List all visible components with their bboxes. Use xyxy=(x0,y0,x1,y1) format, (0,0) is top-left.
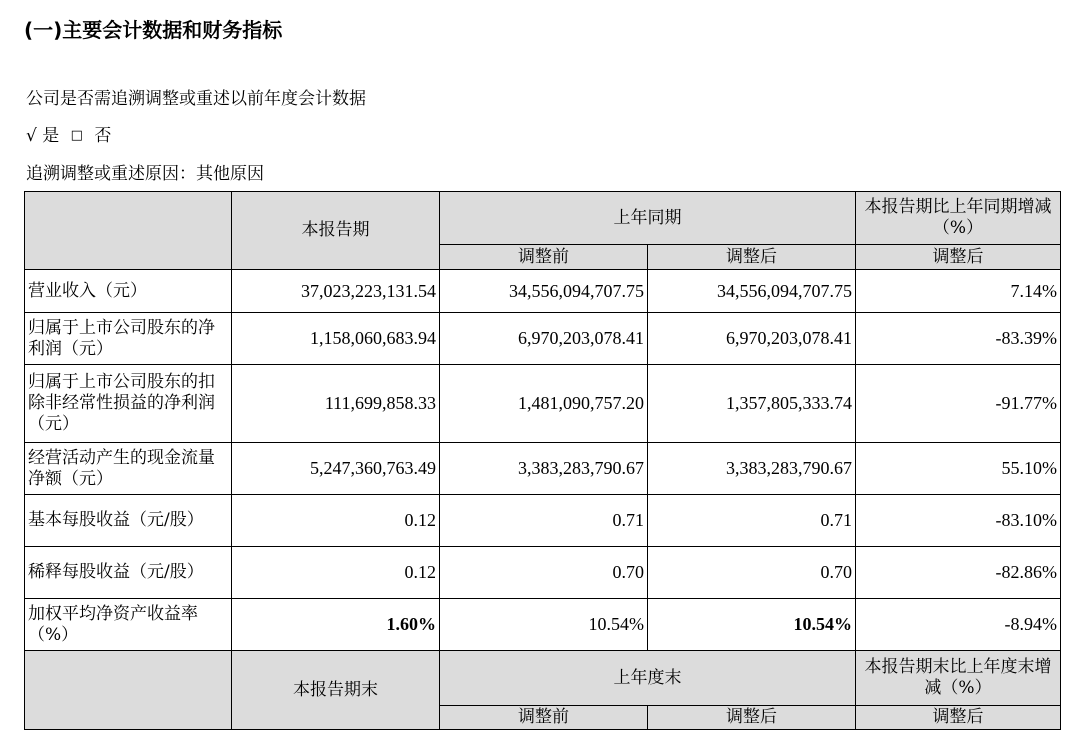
cell-current: 1.60% xyxy=(232,599,440,651)
header-blank-cell-2 xyxy=(25,651,232,730)
table-row xyxy=(25,365,1061,443)
cell-before: 0.71 xyxy=(440,495,648,547)
header-blank-cell xyxy=(25,192,232,270)
cell-before: 3,383,283,790.67 xyxy=(440,443,648,495)
header-period-end: 本报告期末 xyxy=(232,651,440,730)
header-prior-year-end: 上年度末 xyxy=(440,651,856,706)
option-yes: 是 xyxy=(42,126,60,146)
restatement-question: 公司是否需追溯调整或重述以前年度会计数据 xyxy=(26,89,366,109)
row-label: 归属于上市公司股东的扣除非经常性损益的净利润（元） xyxy=(25,365,232,443)
row-label: 稀释每股收益（元/股） xyxy=(25,547,232,599)
cell-change: -91.77% xyxy=(856,365,1061,443)
cell-after: 0.70 xyxy=(648,547,856,599)
cell-before: 6,970,203,078.41 xyxy=(440,313,648,365)
header-current-period: 本报告期 xyxy=(232,192,440,270)
cell-after: 1,357,805,333.74 xyxy=(648,365,856,443)
cell-before: 1,481,090,757.20 xyxy=(440,365,648,443)
table-row xyxy=(25,270,1061,313)
cell-current: 0.12 xyxy=(232,495,440,547)
header-change-after-adjustment: 调整后 xyxy=(856,245,1061,270)
restatement-choice xyxy=(26,121,111,146)
cell-change: -8.94% xyxy=(856,599,1061,651)
header-before-adjustment-2: 调整前 xyxy=(440,706,648,730)
cell-before: 10.54% xyxy=(440,599,648,651)
header-after-adjustment-2: 调整后 xyxy=(648,706,856,730)
header-change-after-adjustment-2: 调整后 xyxy=(856,706,1061,730)
row-label: 营业收入（元） xyxy=(25,270,232,313)
cell-before: 34,556,094,707.75 xyxy=(440,270,648,313)
header-before-adjustment: 调整前 xyxy=(440,245,648,270)
section-title: (一)主要会计数据和财务指标 xyxy=(24,18,283,42)
cell-current: 111,699,858.33 xyxy=(232,365,440,443)
cell-before: 0.70 xyxy=(440,547,648,599)
row-label: 归属于上市公司股东的净利润（元） xyxy=(25,313,232,365)
cell-change: -83.39% xyxy=(856,313,1061,365)
header-change: 本报告期比上年同期增减（%） xyxy=(856,192,1061,245)
table-row xyxy=(25,443,1061,495)
table-row xyxy=(25,313,1061,365)
cell-current: 5,247,360,763.49 xyxy=(232,443,440,495)
table-row xyxy=(25,495,1061,547)
cell-after: 0.71 xyxy=(648,495,856,547)
table-row xyxy=(25,599,1061,651)
table-row xyxy=(25,547,1061,599)
row-label: 经营活动产生的现金流量净额（元） xyxy=(25,443,232,495)
header-after-adjustment: 调整后 xyxy=(648,245,856,270)
row-label: 加权平均净资产收益率（%） xyxy=(25,599,232,651)
empty-checkbox-icon: □ xyxy=(70,128,83,143)
cell-current: 37,023,223,131.54 xyxy=(232,270,440,313)
cell-change: 7.14% xyxy=(856,270,1061,313)
cell-current: 1,158,060,683.94 xyxy=(232,313,440,365)
header-change-period-end: 本报告期末比上年度末增减（%） xyxy=(856,651,1061,706)
cell-after: 34,556,094,707.75 xyxy=(648,270,856,313)
cell-change: -83.10% xyxy=(856,495,1061,547)
cell-change: -82.86% xyxy=(856,547,1061,599)
check-mark: √ xyxy=(26,126,37,146)
cell-current: 0.12 xyxy=(232,547,440,599)
cell-after: 6,970,203,078.41 xyxy=(648,313,856,365)
option-no: 否 xyxy=(94,126,112,146)
header-prior-period: 上年同期 xyxy=(440,192,856,245)
cell-change: 55.10% xyxy=(856,443,1061,495)
cell-after: 3,383,283,790.67 xyxy=(648,443,856,495)
financial-data-table xyxy=(24,191,1061,730)
cell-after: 10.54% xyxy=(648,599,856,651)
restatement-reason: 追溯调整或重述原因：其他原因 xyxy=(26,164,264,184)
row-label: 基本每股收益（元/股） xyxy=(25,495,232,547)
